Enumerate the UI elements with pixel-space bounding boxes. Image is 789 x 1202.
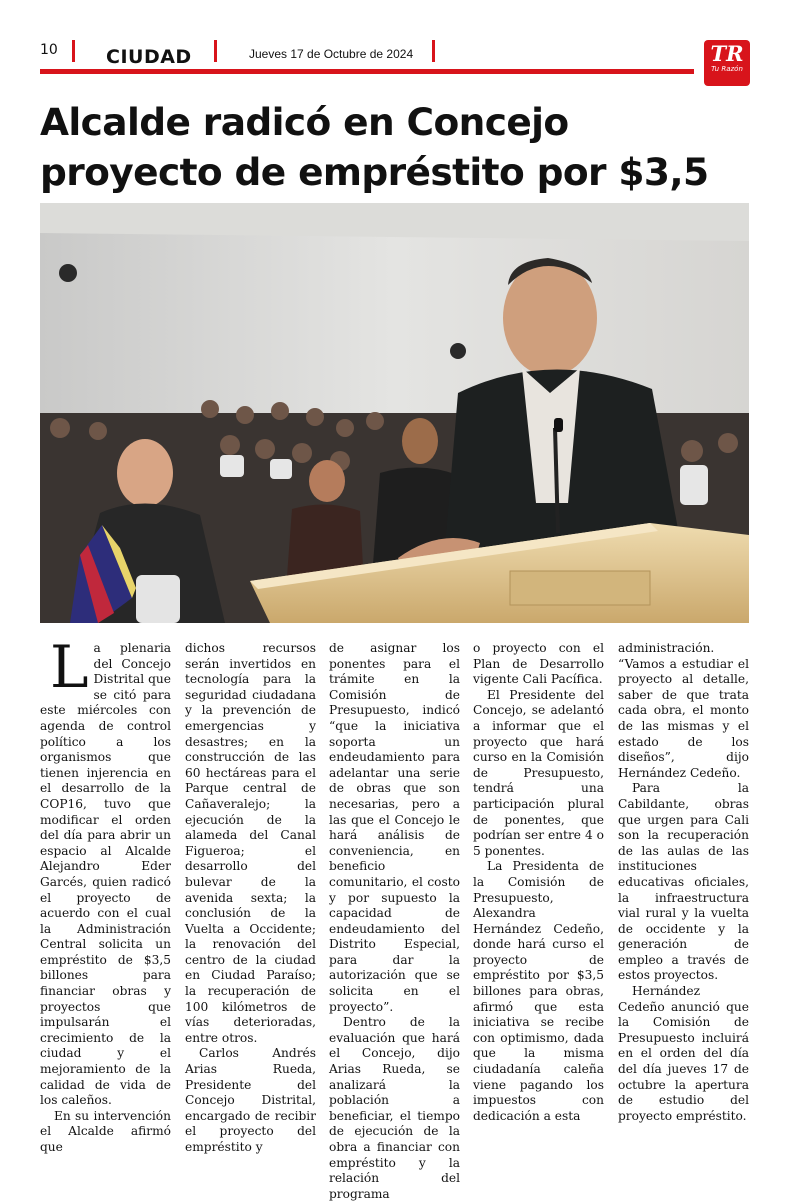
header-divider xyxy=(432,40,435,62)
page-header xyxy=(0,0,789,90)
article-paragraph: La Presidenta de la Comisión de Presupuesto, Alexandra Hernández Cedeño, donde hará curso el proyecto de empréstito por $3,5 billones para obras, afirmó que esta iniciativa se recibe con optimismo, dada que la misma ciudadanía caleña viene pagando los impuestos con dedicación a esta xyxy=(473,859,604,1123)
photo-council-session-image xyxy=(40,203,749,623)
drop-cap: L xyxy=(50,633,89,701)
article-paragraph: El Presidente del Concejo, se adelantó a informar que el proyecto que hará curso en la Comisión de Presupuesto, tendrá una participación plural de ponentes, que podrían ser entre 4 o 5 ponentes. xyxy=(473,687,604,858)
section-label: CIUDAD xyxy=(106,46,192,68)
article-column-1 xyxy=(40,633,171,1156)
page-number: 10 xyxy=(40,42,58,58)
article-paragraph: Dentro de la evaluación que hará el Concejo, dijo Arias Rueda, se analizará la población a beneficiar, el tiempo de ejecución de la obra a financiar con empréstito y la relación del programa xyxy=(329,1015,460,1201)
article-column-3 xyxy=(329,641,460,1202)
header-rule xyxy=(40,69,694,74)
article-paragraph: de asignar los ponentes para el trámite en la Comisión de Presupuesto, indicó “que la iniciativa soporta un endeudamiento para adelantar una serie de obras que son necesarias, pero a las que el Concejo le hará análisis de conveniencia, en beneficio comunitario, el costo y por supuesto la capacidad de endeudamiento del Distrito Especial, para dar la autorización que se solicita en el proyecto”. xyxy=(329,641,460,1014)
article-paragraph: La plenaria del Concejo Distrital que se citó para este miércoles con agenda de control político a los organismos que tienen injerencia en el desarrollo de la COP16, tuvo que modificar el orden del día para abrir un espacio al Alcalde Alejandro Eder Garcés, quien radicó el proyecto de acuerdo con el cual la Administración Central solicita un empréstito de $3,5 billones para financiar obras y proyectos que impulsarán el crecimiento de la ciudad y el mejoramiento de la calidad de vida de los caleños. xyxy=(40,633,171,1108)
article-body xyxy=(40,633,750,1201)
article-paragraph: Hernández Cedeño anunció que la Comisión de Presupuesto incluirá en el orden del día del día jueves 17 de octubre la apertura de estudio del proyecto empréstito. xyxy=(618,984,749,1123)
article-paragraph: o proyecto con el Plan de Desarrollo vigente Cali Pacífica. xyxy=(473,641,604,687)
article-paragraph: Para la Cabildante, obras que urgen para Cali son la recuperación de las aulas de las instituciones educativas oficiales, la infraestructura vial rural y la vuelta de occidente y la generación de empleo a través de estos proyectos. xyxy=(618,781,749,983)
article-column-5 xyxy=(618,641,749,1124)
article-photo xyxy=(40,203,749,623)
article-paragraph: Carlos Andrés Arias Rueda, Presidente del Concejo Distrital, encargado de recibir el proyecto del empréstito y xyxy=(185,1046,316,1154)
issue-date: Jueves 17 de Octubre de 2024 xyxy=(249,47,414,61)
article-paragraph: dichos recursos serán invertidos en tecnología para la seguridad ciudadana y la prevención de emergencias y desastres; en la construcción de las 60 hectáreas para el Parque central de Cañaveralejo; la ejecución de la alameda del Canal Figueroa; el desarrollo del bulevar de la avenida sexta; la conclusión de la Vuelta a Occidente; la renovación del centro de la ciudad en Ciudad Paraíso; la recuperación de 100 kilómetros de vías deterioradas, entre otros. xyxy=(185,641,316,1045)
brand-logo: TR Tu Razón xyxy=(704,40,750,86)
article-paragraph: administración. “Vamos a estudiar el proyecto al detalle, saber de que trata cada obra, el monto de las mismas y el estado de los diseños”, dijo Hernández Cedeño. xyxy=(618,641,749,780)
article-column-2 xyxy=(185,641,316,1156)
header-divider xyxy=(72,40,75,62)
article-headline: Alcalde radicó en Concejo proyecto de empréstito por $3,5 xyxy=(40,100,709,194)
article-column-4 xyxy=(473,641,604,1124)
article-paragraph: En su intervención el Alcalde afirmó que xyxy=(40,1108,171,1154)
header-divider xyxy=(214,40,217,62)
